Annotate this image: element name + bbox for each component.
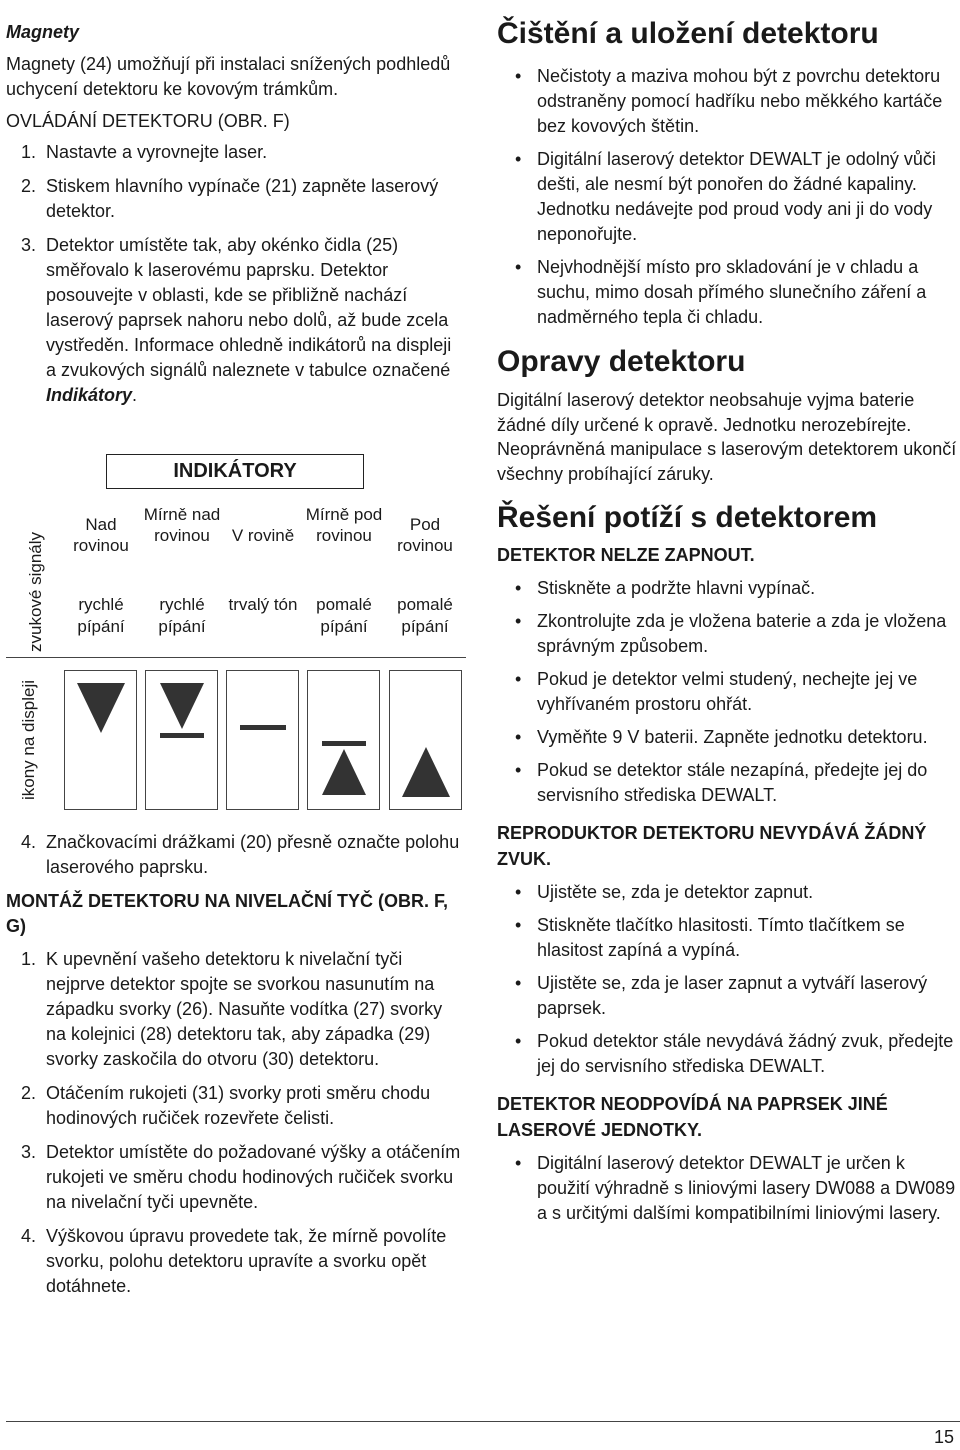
row-label-icons: ikony na displeji — [19, 680, 38, 801]
arrow-down-bar-icon — [146, 671, 217, 809]
trouble-sound-list — [497, 880, 959, 1079]
magnets-text: Magnety (24) umožňují při instalaci snížených podhledů uchycení detektoru ke kovovým trámkům. — [6, 54, 451, 99]
list-item: • Nejvhodnější místo pro skladování je v chladu a suchu, mimo dosah přímého slunečního záření a nadměrného tepla či chladu. — [497, 255, 959, 330]
list-item: • Stiskněte tlačítko hlasitosti. Tímto tlačítkem se hlasitost zapíná a vypíná. — [497, 913, 959, 963]
list-item: 3. Detektor umístěte do požadované výšky a otáčením rukojeti ve směru chodu hodinových ručiček svorku na nivelační tyči upevněte. — [21, 1142, 461, 1212]
trouble-sub-sound: REPRODUKTOR DETEKTORU NEVYDÁVÁ ŽÁDNÝ ZVUK. — [497, 823, 927, 869]
list-item: 2. Otáčením rukojeti (31) svorky proti směru chodu hodinových ručiček rozevřete čelisti. — [21, 1083, 431, 1128]
list-item: 1. Nastavte a vyrovnejte laser. — [21, 141, 268, 162]
list-item: 4. Značkovacími drážkami (20) přesně označte polohu laserového paprsku. — [21, 832, 460, 877]
mount-steps — [6, 947, 466, 1299]
bar-arrow-up-icon — [308, 671, 379, 809]
arrow-down-icon — [65, 671, 136, 809]
level-bar-icon — [227, 671, 298, 809]
indicators-title: INDIKÁTORY — [106, 454, 364, 489]
col-head-below: Pod rovinou — [397, 515, 453, 555]
arrow-up-icon — [390, 671, 461, 809]
footer-rule — [6, 1421, 960, 1422]
mount-heading: MONTÁŽ DETEKTORU NA NIVELAČNÍ TYČ (OBR. F, G) — [6, 891, 448, 936]
signal-below: pomalé pípání — [397, 595, 453, 636]
list-item: 1. K upevnění vašeho detektoru k nivelační tyči nejprve detektor spojte se svorkou nasunutím na západku svorky (26). Nasuňte vodítka (27) svorky na kolejnici (28) detektoru tak, aby západka (29) svorky zaskočila do otvoru (30) detektoru. — [21, 949, 443, 1069]
signal-slightly-below: pomalé pípání — [316, 595, 372, 636]
control-steps — [6, 140, 466, 408]
icon-cell-below — [389, 670, 462, 810]
control-steps-continued — [6, 830, 466, 880]
col-head-above: Nad rovinou — [73, 515, 129, 555]
trouble-beam-list — [497, 1151, 959, 1226]
trouble-power-list — [497, 576, 959, 808]
col-head-slightly-above: Mírně nad rovinou — [143, 505, 221, 545]
page-number: 15 — [933, 1427, 954, 1447]
cleaning-list — [497, 64, 959, 330]
repairs-text: Digitální laserový detektor neobsahuje vyjma baterie žádné díly určené k opravě. Jednotku nerozebírejte. Neoprávněná manipulace s laserovým detektorem ukončí všechny probíhající záruky. — [497, 390, 957, 484]
list-item: • Ujistěte se, zda je laser zapnut a vytváří laserový paprsek. — [497, 971, 959, 1021]
list-item: 2. Stiskem hlavního vypínače (21) zapněte laserový detektor. — [21, 175, 439, 221]
indicators-reference: Indikátory — [46, 384, 133, 405]
right-column — [497, 16, 959, 1234]
col-head-level: V rovině — [231, 526, 295, 545]
list-item: • Ujistěte se, zda je detektor zapnut. — [497, 880, 959, 905]
signal-above: rychlé pípání — [77, 595, 125, 636]
list-item: 3. Detektor umístěte tak, aby okénko čidla (25) směřovalo k laserovému paprsku. Detektor posouvejte v oblasti, kde se přibližně nachází laserový paprsek nahoru nebo dolů, až bude zcela vystředěn. Informace ohledně indikátorů na displeji a zvukových signálů naleznete v tabulce označené Indikátory. — [21, 234, 452, 405]
list-item: • Zkontrolujte zda je vložena baterie a zda je vložena správným způsobem. — [497, 609, 959, 659]
icon-cell-level — [226, 670, 299, 810]
list-item: • Pokud detektor stále nevydává žádný zvuk, předejte jej do servisního střediska DEWALT. — [497, 1029, 959, 1079]
row-label-sound: zvukové signály — [26, 531, 45, 652]
signal-slightly-above: rychlé pípání — [158, 595, 206, 636]
list-item: • Pokud se detektor stále nezapíná, předejte jej do servisního střediska DEWALT. — [497, 758, 959, 808]
repairs-heading: Opravy detektoru — [497, 345, 746, 378]
icon-cell-slightly-above — [145, 670, 218, 810]
icon-cell-slightly-below — [307, 670, 380, 810]
left-column — [6, 20, 466, 417]
list-item: • Nečistoty a maziva mohou být z povrchu detektoru odstraněny pomocí hadříku nebo měkkého kartáče bez kovových štětin. — [497, 64, 959, 139]
left-column-lower — [6, 830, 466, 1308]
list-item: 4. Výškovou úpravu provedete tak, že mírně povolíte svorku, polohu detektoru upravíte a svorku opět dotáhnete. — [21, 1226, 447, 1296]
trouble-sub-beam: DETEKTOR NEODPOVÍDÁ NA PAPRSEK JINÉ LASEROVÉ JEDNOTKY. — [497, 1094, 888, 1140]
list-item: • Digitální laserový detektor DEWALT je určen k použití výhradně s liniovými lasery DW088 a DW089 a s určitými dalšími kompatibilními liniovými lasery. — [497, 1151, 959, 1226]
table-divider — [6, 657, 466, 658]
list-item: • Pokud je detektor velmi studený, nechejte jej ve vyhřívaném prostoru ohřát. — [497, 667, 959, 717]
indicators-table — [0, 452, 470, 822]
list-item: • Digitální laserový detektor DEWALT je odolný vůči dešti, ale nesmí být ponořen do žádné kapaliny. Jednotku nedávejte pod proud vody ani ji do vody neponořujte. — [497, 147, 959, 247]
control-heading: OVLÁDÁNÍ DETEKTORU (OBR. F) — [6, 111, 290, 131]
col-head-slightly-below: Mírně pod rovinou — [305, 505, 383, 545]
icon-cell-above — [64, 670, 137, 810]
signal-level: trvalý tón — [228, 595, 298, 614]
magnets-heading: Magnety — [6, 22, 80, 42]
list-item: • Stiskněte a podržte hlavni vypínač. — [497, 576, 959, 601]
cleaning-heading: Čištění a uložení detektoru — [497, 17, 879, 50]
trouble-sub-power: DETEKTOR NELZE ZAPNOUT. — [497, 545, 755, 565]
trouble-heading: Řešení potíží s detektorem — [497, 501, 878, 534]
list-item: • Vyměňte 9 V baterii. Zapněte jednotku detektoru. — [497, 725, 959, 750]
